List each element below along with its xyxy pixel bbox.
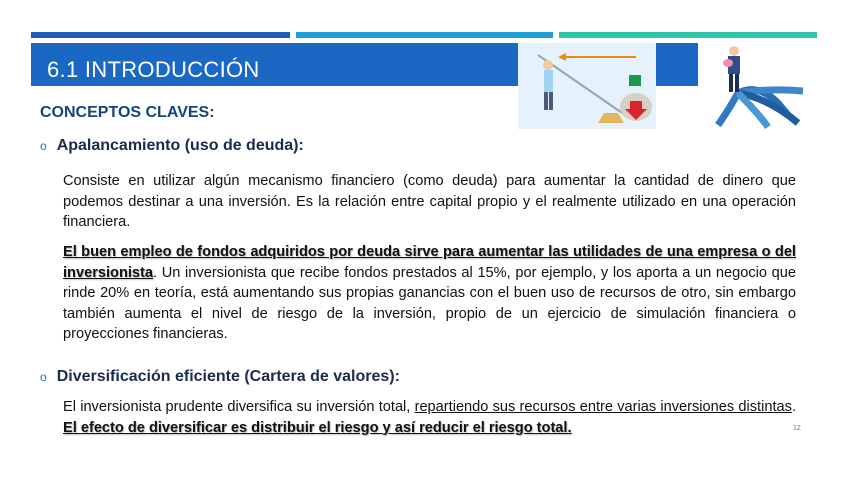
bullet-marker-icon: o <box>40 139 47 153</box>
leverage-definition: Consiste en utilizar algún mecanismo financiero (como deuda) para aumentar la cantidad de dinero que podemos destinar a una inversión. Es la relación entre capital propio y el realmente utilizado en una operación financiera. <box>63 173 796 230</box>
top-bar-teal <box>559 32 817 38</box>
diversification-dot: . <box>791 399 797 415</box>
bullet-leverage <box>40 137 304 155</box>
diversification-underlined: repartiendo sus recursos entre varias inversiones distintas <box>414 399 792 415</box>
top-bar-light-blue <box>296 32 553 38</box>
diversification-illustration <box>698 43 817 129</box>
top-bar-blue <box>31 32 290 38</box>
diversification-plain: El inversionista prudente diversifica su inversión total, <box>63 399 415 415</box>
slide-title: 6.1 INTRODUCCIÓN <box>47 57 260 82</box>
leverage-explanation <box>63 242 796 345</box>
leverage-illustration <box>518 43 656 129</box>
bullet-diversification <box>40 368 400 386</box>
bullet-leverage-heading: Apalancamiento (uso de deuda): <box>56 137 304 154</box>
leverage-emphasis: El buen empleo de fondos adquiridos por deuda sirve para aumentar las utilidades de una empresa o del inversionista <box>63 244 796 281</box>
section-subtitle: CONCEPTOS CLAVES: <box>40 104 215 121</box>
leverage-explanation-rest: . Un inversionista que recibe fondos prestados al 15%, por ejemplo, y los aporta a un negocio que rinde 20% en teoría, está aumentando sus propias ganancias con el buen uso de recursos de otro, sin embargo también aumenta el nivel de riesgo de la inversión, propio de un ejercicio de simulación financiera o proyecciones financieras. <box>63 264 796 342</box>
diversification-text <box>63 397 796 438</box>
bullet-diversification-heading: Diversificación eficiente (Cartera de valores): <box>56 368 400 385</box>
page-number: 12 <box>793 425 801 432</box>
diversification-emphasis: El efecto de diversificar es distribuir el riesgo y así reducir el riesgo total. <box>63 419 572 436</box>
diversification-illustration-icon <box>698 43 817 129</box>
leverage-illustration-icon <box>518 43 656 129</box>
bullet-marker-icon: o <box>40 370 47 384</box>
